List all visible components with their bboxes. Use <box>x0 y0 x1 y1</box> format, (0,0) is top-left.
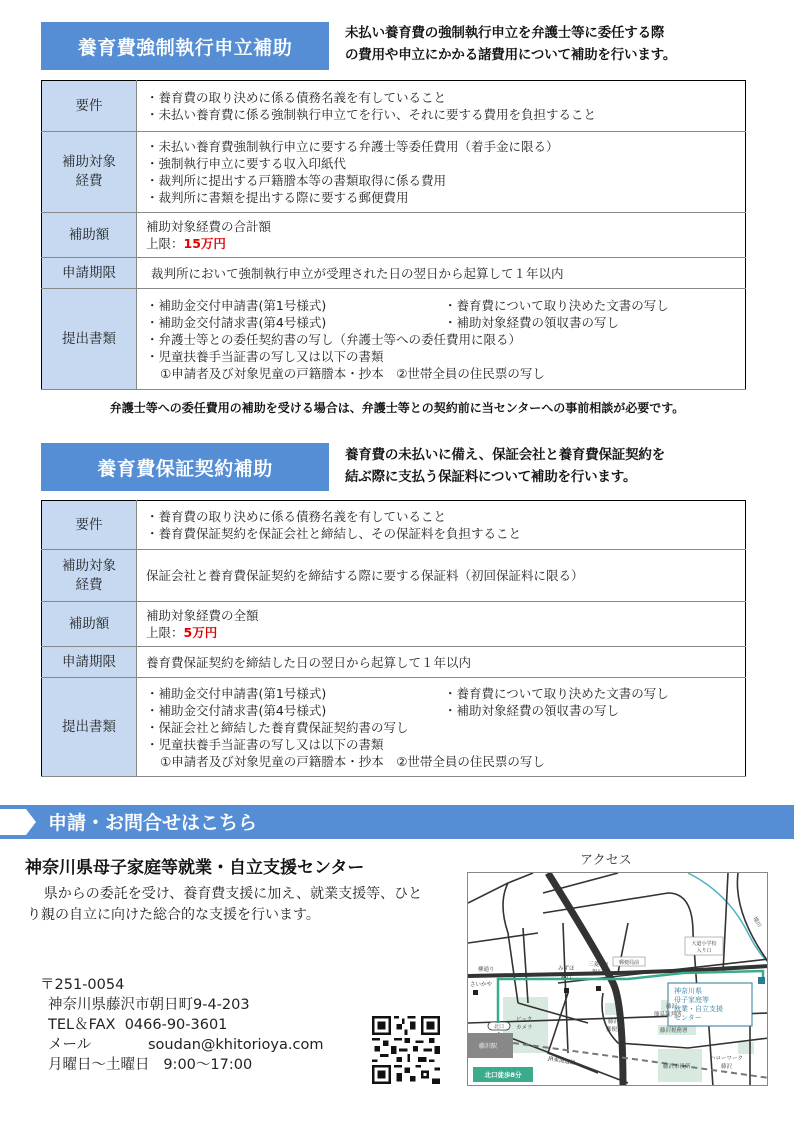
value-amount <box>137 213 746 258</box>
label-deadline: 申請期限 <box>42 647 137 678</box>
list-item: ・裁判所に提出する戸籍謄本等の書類取得に係る費用 <box>146 173 447 188</box>
label-line: 経費 <box>75 173 103 189</box>
limit-value: 15万円 <box>183 236 226 251</box>
map-label: 境川 <box>751 916 762 929</box>
arrow-icon <box>0 805 40 839</box>
label-eligible-costs <box>42 132 137 213</box>
list-item: ・児童扶養手当証書の写し又は以下の書類 <box>146 348 384 364</box>
list-item: ・補助金交付請求書(第4号様式) <box>146 702 327 718</box>
map-center-label: センター <box>674 1014 702 1022</box>
map-walk-badge: 北口徒歩8分 <box>484 1071 522 1079</box>
section2-title: 養育費保証契約補助 <box>41 443 329 491</box>
map-label: 三菱UFJ <box>588 962 608 968</box>
list-item: ・補助金交付請求書(第4号様式) <box>146 314 327 330</box>
label-line: 補助対象 <box>62 557 116 574</box>
label-amount: 補助額 <box>42 213 137 258</box>
list-item: ・養育費の取り決めに係る債務名義を有していること <box>146 509 447 524</box>
section1-description-line1: 未払い養育費の強制執行申立を弁護士等に委任する際 <box>345 25 665 41</box>
mail-value[interactable]: soudan@khitorioya.com <box>148 1037 324 1053</box>
map-label: 大道小学校 <box>691 941 717 947</box>
tel-value[interactable]: 0466-90-3601 <box>124 1017 228 1033</box>
center-name: 神奈川県母子家庭等就業・自立支援センター <box>25 858 365 878</box>
list-item: ・弁護士等との委任契約書の写し（弁護士等への委任費用に限る） <box>146 331 522 347</box>
row-deadline <box>42 258 746 289</box>
map-label: 藤沢税務署 <box>660 1028 688 1034</box>
label-amount: 補助額 <box>42 602 137 647</box>
limit-prefix: 上限： <box>146 625 184 640</box>
label-eligible-costs <box>42 550 137 602</box>
section1-description-line2: の費用や申立にかかる諸費用について補助を行います。 <box>345 47 677 63</box>
row-deadline <box>42 647 746 678</box>
value-amount <box>137 602 746 647</box>
section2-description-line2: 結ぶ際に支払う保証料について補助を行います。 <box>345 469 637 485</box>
map-label: 郵便局前 <box>618 960 640 966</box>
contact-banner <box>0 805 794 839</box>
amount-text: 補助対象経費の合計額 <box>146 219 272 234</box>
map-label: さいかや <box>470 982 493 988</box>
tel-row <box>40 1015 323 1035</box>
map-label: みずほ <box>558 966 575 972</box>
map-label: 藤沢 <box>721 1064 733 1070</box>
value-deadline: 裁判所において強制執行申立が受理された日の翌日から起算して１年以内 <box>137 258 746 289</box>
list-item: ・裁判所に書類を提出する際に要する郵便費用 <box>146 190 409 205</box>
map-label: 簡易裁判所 <box>654 1012 682 1018</box>
value-eligible-costs: 保証会社と養育費保証契約を締結する際に要する保証料（初回保証料に限る） <box>137 550 746 602</box>
list-item: ①申請者及び対象児童の戸籍謄本・抄本 ②世帯全員の住民票の写し <box>160 753 545 769</box>
section1-note: 弁護士等への委任費用の補助を受ける場合は、弁護士等との契約前に当センターへの事前相談が必要です。 <box>109 401 685 415</box>
row-requirements <box>42 501 746 550</box>
map-station-label: 藤沢駅 <box>478 1043 498 1050</box>
row-amount <box>42 213 746 258</box>
tel-label: TEL＆FAX <box>48 1017 116 1033</box>
map-label: 藤沢 <box>666 1004 678 1010</box>
label-requirements: 要件 <box>42 81 137 132</box>
postal-code: 〒251-0054 <box>40 977 125 993</box>
limit-value: 5万円 <box>183 625 218 640</box>
mail-label: メール <box>48 1037 92 1053</box>
limit-prefix: 上限： <box>146 236 184 251</box>
list-item: ・養育費の取り決めに係る債務名義を有していること <box>146 90 447 105</box>
map-label: 入り口 <box>696 948 712 954</box>
map-graphic <box>468 873 768 1086</box>
row-amount <box>42 602 746 647</box>
row-requirements <box>42 81 746 132</box>
label-documents: 提出書類 <box>42 289 137 390</box>
section2-description-line1: 養育費の未払いに備え、保証会社と養育費保証契約を <box>345 447 666 463</box>
map-label: 銀行 <box>561 974 573 980</box>
mail-row <box>40 1035 323 1055</box>
list-item: ・未払い養育費強制執行申立に要する弁護士等委任費用（着手金に限る） <box>146 139 559 154</box>
value-documents <box>137 289 746 390</box>
list-item: ・養育費について取り決めた文書の写し <box>444 685 669 701</box>
label-documents: 提出書類 <box>42 678 137 777</box>
map-label: 藤沢市役所 <box>663 1064 691 1070</box>
qr-code[interactable] <box>372 1016 440 1084</box>
map-label: JR東海道線 <box>547 1056 576 1067</box>
list-item: ・強制執行申立に要する収入印紙代 <box>146 156 347 171</box>
amount-limit <box>146 235 736 252</box>
map-label: 藤沢 <box>608 1019 620 1025</box>
contact-banner-title: 申請・お問合せはこちら <box>48 812 258 834</box>
list-item: ・養育費について取り決めた文書の写し <box>444 297 669 313</box>
row-eligible-costs <box>42 550 746 602</box>
map-label: カメラ <box>516 1025 533 1031</box>
label-requirements: 要件 <box>42 501 137 550</box>
amount-limit <box>146 624 736 641</box>
map-label: 柳通り <box>478 967 495 973</box>
center-intro: 県からの委託を受け、養育費支援に加え、就業支援等、ひとり親の自立に向けた総合的な支援を行います。 <box>27 886 423 923</box>
list-item: ・補助対象経費の領収書の写し <box>444 314 620 330</box>
contact-details <box>40 975 323 1075</box>
access-map[interactable] <box>467 872 768 1086</box>
list-item: ・養育費保証契約を保証会社と締結し、その保証料を負担すること <box>146 526 522 541</box>
value-documents <box>137 678 746 777</box>
map-label: ビック <box>516 1017 533 1023</box>
list-item: ・児童扶養手当証書の写し又は以下の書類 <box>146 736 384 752</box>
list-item: ・補助金交付申請書(第1号様式) <box>146 685 327 701</box>
section2-table <box>41 500 746 777</box>
value-eligible-costs <box>137 132 746 213</box>
row-documents <box>42 289 746 390</box>
value-deadline: 養育費保証契約を締結した日の翌日から起算して１年以内 <box>137 647 746 678</box>
list-item: ・保証会社と締結した養育費保証契約書の写し <box>146 719 409 735</box>
map-label: 銀行 <box>592 970 604 976</box>
section1-table <box>41 80 746 390</box>
row-documents <box>42 678 746 777</box>
map-label: ハローワーク <box>710 1056 744 1062</box>
value-requirements <box>137 501 746 550</box>
section2-description <box>345 444 665 488</box>
list-item: ・補助対象経費の領収書の写し <box>444 702 620 718</box>
label-line: 経費 <box>75 576 103 593</box>
map-center-label: 就業・自立支援 <box>674 1005 723 1013</box>
label-line: 補助対象 <box>62 154 116 170</box>
section1-title: 養育費強制執行申立補助 <box>41 22 329 70</box>
list-item: ・補助金交付申請書(第1号様式) <box>146 297 327 313</box>
list-item: ①申請者及び対象児童の戸籍謄本・抄本 ②世帯全員の住民票の写し <box>160 365 545 381</box>
list-item: ・未払い養育費に係る強制執行申立てを行い、それに要する費用を負担すること <box>146 107 597 122</box>
amount-text: 補助対象経費の全額 <box>146 608 259 623</box>
map-label: 国道467号線 <box>566 906 588 938</box>
hours-row <box>40 1055 323 1075</box>
value-requirements <box>137 81 746 132</box>
section1-description <box>345 22 676 66</box>
map-north-exit-label: 北口 <box>493 1024 505 1030</box>
map-center-label: 母子家庭等 <box>674 996 709 1004</box>
row-eligible-costs <box>42 132 746 213</box>
address: 神奈川県藤沢市朝日町9-4-203 <box>48 997 250 1013</box>
label-deadline: 申請期限 <box>42 258 137 289</box>
map-label: 郵便局 <box>606 1027 623 1033</box>
hours-value: 9:00～17:00 <box>163 1057 253 1073</box>
hours-label: 月曜日～土曜日 <box>48 1057 150 1073</box>
map-center-label: 神奈川県 <box>674 987 702 995</box>
access-label: アクセス <box>580 853 632 868</box>
